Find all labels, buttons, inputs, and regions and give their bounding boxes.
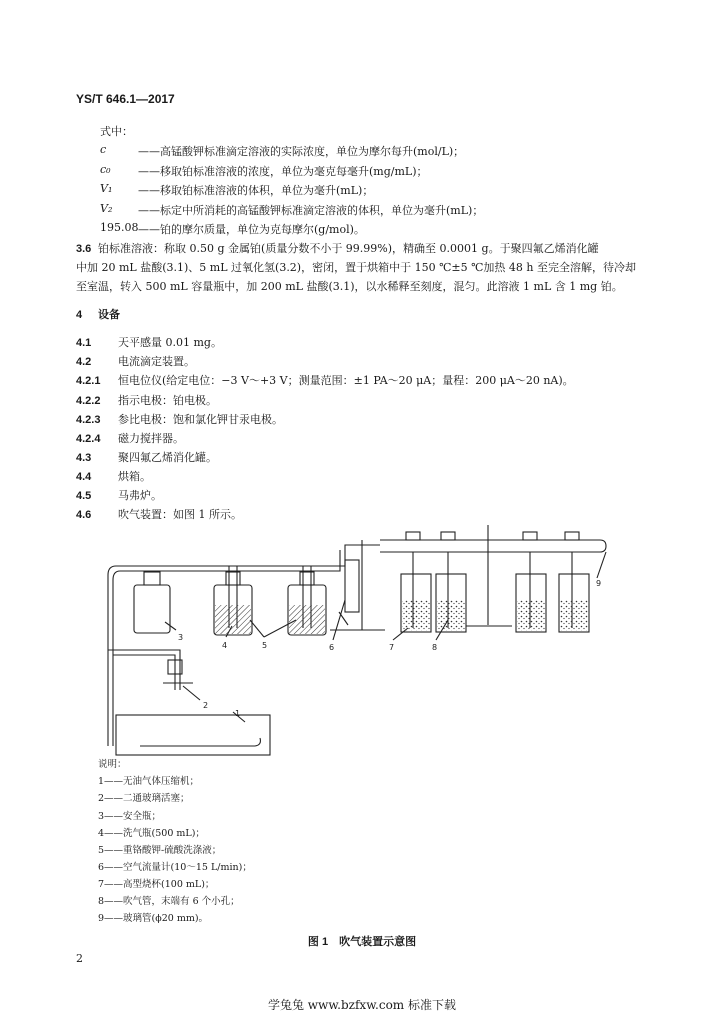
item-text: 恒电位仪(给定电位：−3 V～+3 V；测量范围：±1 PA～20 μA；量程：200 μA～20 nA)。 bbox=[118, 374, 574, 387]
figure-caption: 图 1 吹气装置示意图 bbox=[307, 936, 417, 948]
section-number: 4 bbox=[76, 309, 83, 321]
item-text: 磁力搅拌器。 bbox=[118, 432, 184, 445]
page-number: 2 bbox=[76, 952, 83, 965]
item-text: 参比电极：饱和氯化钾甘汞电极。 bbox=[118, 413, 283, 426]
paragraph-line: 至室温，转入 500 mL 容量瓶中，加 200 mL 盐酸(3.1)，以水稀释至刻度，混匀。此溶液 1 mL 含 1 mg 铂。 bbox=[76, 280, 623, 293]
variable-description: ——标定中所消耗的高锰酸钾标准滴定溶液的体积，单位为毫升(mL)； bbox=[138, 204, 484, 217]
compressor-box bbox=[116, 715, 270, 755]
legend-item: 2——二通玻璃活塞； bbox=[98, 793, 190, 804]
item-number: 4.1 bbox=[76, 337, 92, 349]
section-number: 3.6 bbox=[76, 243, 92, 255]
legend-item: 7——高型烧杯(100 mL)； bbox=[98, 879, 215, 890]
item-text: 马弗炉。 bbox=[118, 489, 162, 502]
item-number: 4.2 bbox=[76, 356, 92, 368]
legend-item: 3——安全瓶； bbox=[98, 811, 162, 822]
legend-item: 1——无油气体压缩机； bbox=[98, 776, 200, 787]
callout-5: 5 bbox=[262, 641, 268, 650]
callout-1: 1 bbox=[235, 709, 241, 718]
variable-symbol: 195.08 bbox=[100, 221, 139, 234]
legend-item: 9——玻璃管(ϕ20 mm)。 bbox=[98, 913, 209, 924]
item-number: 4.2.2 bbox=[76, 395, 101, 407]
item-number: 4.6 bbox=[76, 509, 92, 521]
standard-code: YS/T 646.1—2017 bbox=[76, 92, 175, 106]
item-text: 指示电极：铂电极。 bbox=[118, 394, 217, 407]
legend-item: 4——洗气瓶(500 mL)； bbox=[98, 828, 205, 839]
variable-symbol: V₁ bbox=[100, 182, 113, 195]
item-text: 电流滴定装置。 bbox=[118, 355, 195, 368]
legend-item: 8——吹气管，末端有 6 个小孔； bbox=[98, 896, 240, 907]
item-text: 天平感量 0.01 mg。 bbox=[118, 336, 222, 349]
variable-description: ——高锰酸钾标准滴定溶液的实际浓度，单位为摩尔每升(mol/L)； bbox=[138, 145, 465, 158]
item-number: 4.2.4 bbox=[76, 433, 101, 445]
callout-4: 4 bbox=[222, 641, 228, 650]
item-number: 4.5 bbox=[76, 490, 92, 502]
callout-9: 9 bbox=[596, 579, 602, 588]
item-number: 4.4 bbox=[76, 471, 92, 483]
paragraph-line: 中加 20 mL 盐酸(3.1)、5 mL 过氧化氢(3.2)，密闭，置于烘箱中于 150 ℃±5 ℃加热 48 h 至完全溶解，待冷却 bbox=[76, 261, 636, 274]
paragraph-line: 铂标准溶液：称取 0.50 g 金属铂(质量分数不小于 99.99%)，精确至 0.0001 g。于聚四氟乙烯消化罐 bbox=[98, 242, 599, 255]
callout-2: 2 bbox=[203, 701, 209, 710]
legend-item: 6——空气流量计(10～15 L/min)； bbox=[98, 862, 252, 873]
item-number: 4.3 bbox=[76, 452, 92, 464]
callout-3: 3 bbox=[178, 633, 184, 642]
watermark-footer: 学兔兔 www.bzfxw.com 标准下载 bbox=[267, 998, 457, 1012]
variable-symbol: c bbox=[100, 143, 107, 156]
variable-description: ——铂的摩尔质量，单位为克每摩尔(g/mol)。 bbox=[138, 223, 365, 236]
item-number: 4.2.3 bbox=[76, 414, 101, 426]
legend-item: 5——重铬酸钾-硫酸洗涤液； bbox=[98, 845, 222, 856]
variable-symbol: V₂ bbox=[100, 202, 113, 215]
item-number: 4.2.1 bbox=[76, 375, 101, 387]
item-text: 聚四氟乙烯消化罐。 bbox=[118, 451, 217, 464]
callout-7: 7 bbox=[389, 643, 395, 652]
variable-symbol: c₀ bbox=[100, 163, 111, 176]
variable-description: ——移取铂标准溶液的体积，单位为毫升(mL)； bbox=[138, 184, 374, 197]
item-text: 烘箱。 bbox=[118, 470, 151, 483]
legend-title: 说明： bbox=[98, 759, 127, 770]
callout-8: 8 bbox=[432, 643, 438, 652]
variable-description: ——移取铂标准溶液的浓度，单位为毫克每毫升(mg/mL)； bbox=[138, 165, 428, 178]
item-text: 吹气装置：如图 1 所示。 bbox=[118, 508, 242, 521]
compressor-tube bbox=[140, 738, 260, 746]
formula-intro: 式中： bbox=[100, 125, 133, 138]
section-title: 设备 bbox=[98, 309, 120, 321]
callout-6: 6 bbox=[329, 643, 335, 652]
